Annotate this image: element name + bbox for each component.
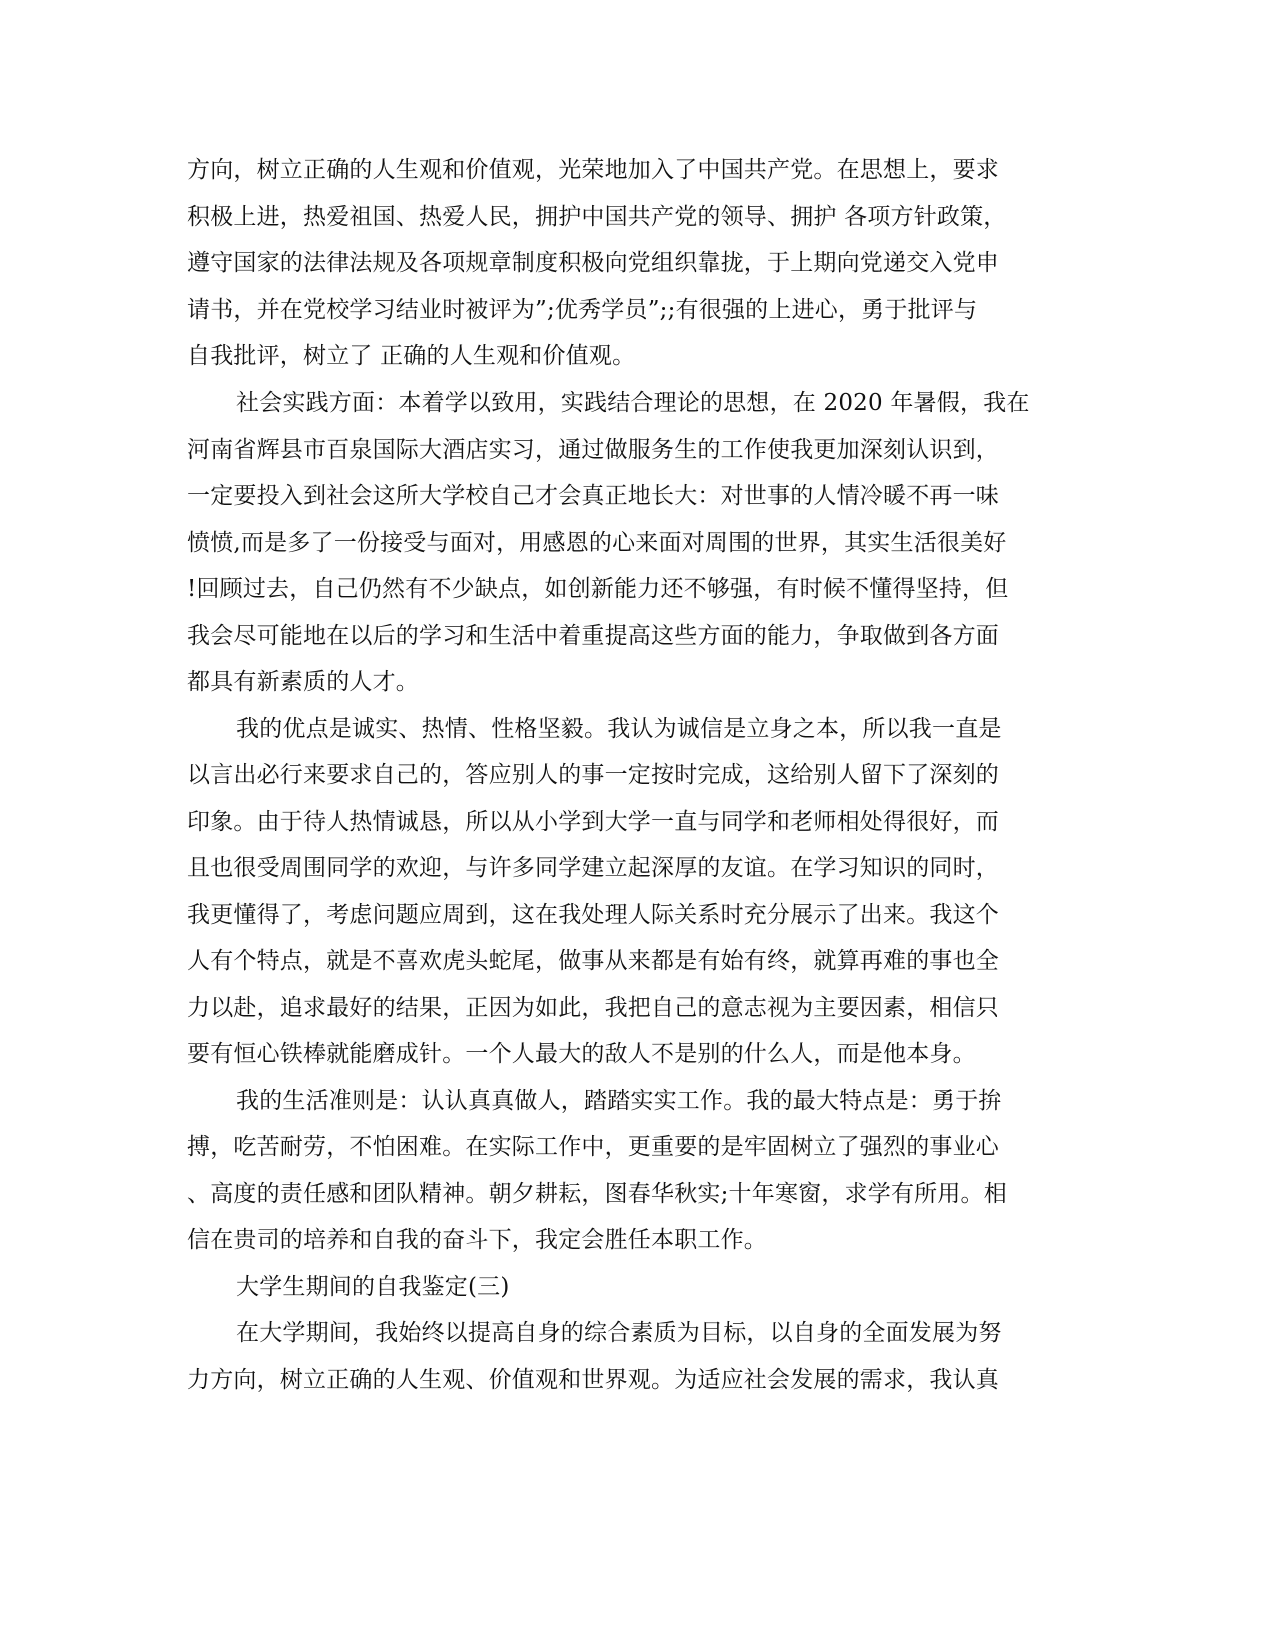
section-heading: 大学生期间的自我鉴定(三) bbox=[236, 1274, 510, 1300]
text-line: 河南省辉县市百泉国际大酒店实习，通过做服务生的工作使我更加深刻认识到， bbox=[187, 437, 999, 463]
text-line: 一定要投入到社会这所大学校自己才会真正地长大：对世事的人情冷暖不再一味 bbox=[187, 483, 999, 509]
text-line: !回顾过去，自己仍然有不少缺点，如创新能力还不够强，有时候不懂得坚持，但 bbox=[187, 576, 1009, 602]
text-line: 搏，吃苦耐劳，不怕困难。在实际工作中，更重要的是牢固树立了强烈的事业心 bbox=[187, 1134, 999, 1160]
paragraph-first-line: 我的生活准则是：认认真真做人，踏踏实实工作。我的最大特点是：勇于拚 bbox=[236, 1088, 1002, 1114]
paragraph-first-line: 在大学期间，我始终以提高自身的综合素质为目标，以自身的全面发展为努 bbox=[236, 1320, 1002, 1346]
text-line: 愤愤,而是多了一份接受与面对，用感恩的心来面对周围的世界，其实生活很美好 bbox=[187, 530, 1007, 556]
text-line: 要有恒心铁棒就能磨成针。一个人最大的敌人不是别的什么人，而是他本身。 bbox=[187, 1041, 976, 1067]
text-line: 以言出必行来要求自己的，答应别人的事一定按时完成，这给别人留下了深刻的 bbox=[187, 762, 999, 788]
text-line: 我更懂得了，考虑问题应周到，这在我处理人际关系时充分展示了出来。我这个 bbox=[187, 902, 999, 928]
text-line: 人有个特点，就是不喜欢虎头蛇尾，做事从来都是有始有终，就算再难的事也全 bbox=[187, 948, 999, 974]
text-line: 积极上进，热爱祖国、热爱人民，拥护中国共产党的领导、拥护 各项方针政策， bbox=[187, 204, 1007, 230]
text-line: 信在贵司的培养和自我的奋斗下，我定会胜任本职工作。 bbox=[187, 1227, 767, 1253]
text-line: 印象。由于待人热情诚恳，所以从小学到大学一直与同学和老师相处得很好，而 bbox=[187, 809, 999, 835]
text-line: 我会尽可能地在以后的学习和生活中着重提高这些方面的能力，争取做到各方面 bbox=[187, 623, 999, 649]
paragraph-first-line: 我的优点是诚实、热情、性格坚毅。我认为诚信是立身之本，所以我一直是 bbox=[236, 716, 1002, 742]
text-line: 力方向，树立正确的人生观、价值观和世界观。为适应社会发展的需求，我认真 bbox=[187, 1367, 999, 1393]
text-line: 都具有新素质的人才。 bbox=[187, 669, 419, 695]
text-line: 方向，树立正确的人生观和价值观，光荣地加入了中国共产党。在思想上，要求 bbox=[187, 157, 999, 183]
text-line: 请书，并在党校学习结业时被评为”;优秀学员”;;有很强的上进心，勇于批评与 bbox=[187, 297, 978, 323]
text-line: 力以赴，追求最好的结果，正因为如此，我把自己的意志视为主要因素，相信只 bbox=[187, 995, 999, 1021]
text-line: 遵守国家的法律法规及各项规章制度积极向党组织靠拢，于上期向党递交入党申 bbox=[187, 250, 999, 276]
text-line: 、高度的责任感和团队精神。朝夕耕耘，图春华秋实;十年寒窗，求学有所用。相 bbox=[187, 1181, 1007, 1207]
text-line: 且也很受周围同学的欢迎，与许多同学建立起深厚的友谊。在学习知识的同时， bbox=[187, 855, 999, 881]
paragraph-first-line: 社会实践方面：本着学以致用，实践结合理论的思想，在 2020 年暑假，我在 bbox=[236, 390, 1030, 416]
text-line: 自我批评，树立了 正确的人生观和价值观。 bbox=[187, 343, 636, 369]
